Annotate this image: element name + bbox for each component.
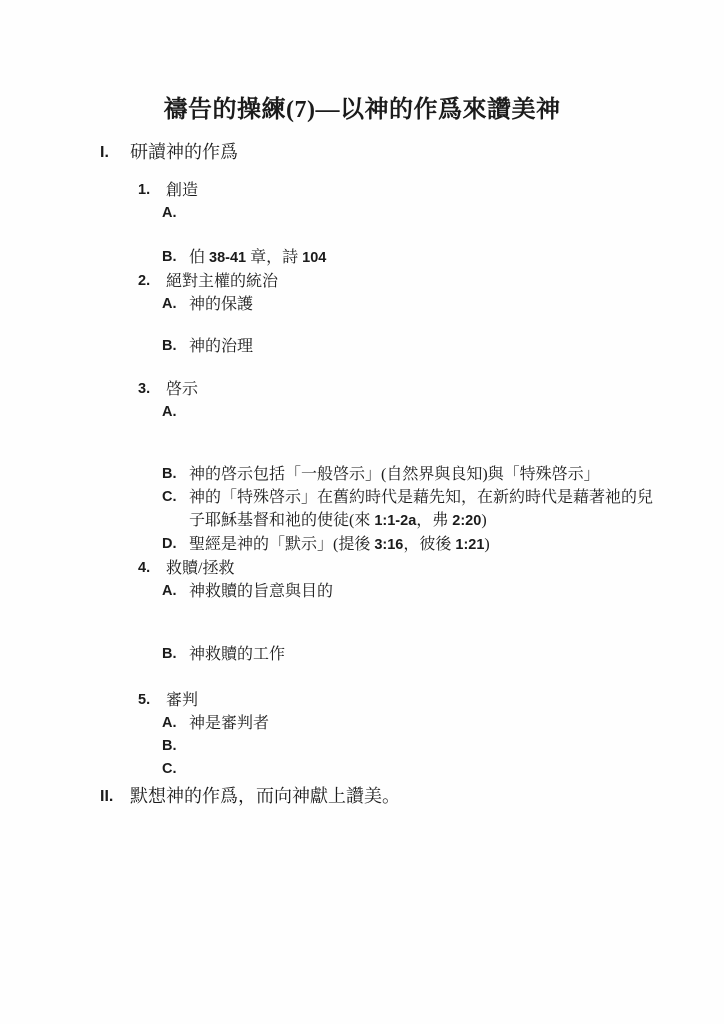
outline-subitem-2B bbox=[0, 335, 724, 358]
outline-subitem-3B bbox=[0, 463, 724, 486]
subitem-3C-text: 神的「特殊啓示」在舊約時代是藉先知，在新約時代是藉著祂的兒子耶穌基督和祂的使徒(來 1:1-2a，弗 2:20) bbox=[189, 489, 654, 529]
section-1-heading-row bbox=[0, 140, 724, 165]
outline-subitem-2A bbox=[0, 293, 724, 316]
outline-subitem-4B bbox=[0, 643, 724, 666]
subitem-3A-label: A. bbox=[162, 404, 177, 420]
outline-subitem-3C bbox=[0, 486, 724, 533]
subitem-4A-label: A. bbox=[162, 583, 177, 599]
document-title: 禱告的操練(7)—以神的作爲來讚美神 bbox=[163, 97, 561, 123]
item-1-text: 創造 bbox=[166, 182, 199, 199]
outline-subitem-5A bbox=[0, 712, 724, 735]
outline-item-3 bbox=[0, 378, 724, 401]
subitem-2B-label: B. bbox=[162, 338, 177, 354]
subitem-3D-text: 聖經是神的「默示」(提後 3:16，彼後 1:21) bbox=[189, 536, 490, 553]
subitem-4B-text: 神救贖的工作 bbox=[189, 646, 286, 663]
outline-subitem-4A bbox=[0, 580, 724, 603]
subitem-4A-text: 神救贖的旨意與目的 bbox=[189, 583, 334, 600]
subitem-1A-label: A. bbox=[162, 205, 177, 221]
item-3-number: 3. bbox=[138, 381, 151, 397]
section-2-label: II. bbox=[100, 788, 114, 805]
outline-subitem-1B bbox=[0, 246, 724, 270]
subitem-3D-label: D. bbox=[162, 536, 177, 552]
subitem-4B-label: B. bbox=[162, 646, 177, 662]
item-1-number: 1. bbox=[138, 182, 151, 198]
subitem-5A-label: A. bbox=[162, 715, 177, 731]
subitem-5C-label: C. bbox=[162, 761, 177, 777]
section-1-heading: 研讀神的作爲 bbox=[130, 142, 238, 162]
item-2-text: 絕對主權的統治 bbox=[166, 273, 279, 290]
subitem-5B-label: B. bbox=[162, 738, 177, 754]
item-4-text: 救贖/拯救 bbox=[166, 560, 235, 577]
subitem-1B-label: B. bbox=[162, 249, 177, 265]
item-5-text: 審判 bbox=[166, 692, 199, 709]
outline-item-1 bbox=[0, 179, 724, 202]
section-2-heading: 默想神的作爲，而向神獻上讚美。 bbox=[130, 786, 400, 806]
outline-subitem-5C bbox=[0, 758, 724, 781]
outline-subitem-1A bbox=[0, 202, 724, 225]
item-4-number: 4. bbox=[138, 560, 151, 576]
subitem-3B-label: B. bbox=[162, 466, 177, 482]
subitem-1B-text: 伯 38-41 章，詩 104 bbox=[189, 249, 327, 266]
outline-subitem-5B bbox=[0, 735, 724, 758]
subitem-5A-text: 神是審判者 bbox=[189, 715, 270, 732]
subitem-2A-label: A. bbox=[162, 296, 177, 312]
outline-subitem-3D bbox=[0, 533, 724, 557]
outline-item-2 bbox=[0, 270, 724, 293]
subitem-2B-text: 神的治理 bbox=[189, 338, 254, 355]
subitem-3B-text: 神的啓示包括「一般啓示」(自然界與良知)與「特殊啓示」 bbox=[189, 466, 600, 483]
subitem-2A-text: 神的保護 bbox=[189, 296, 254, 313]
outline-subitem-3A bbox=[0, 401, 724, 424]
item-5-number: 5. bbox=[138, 692, 151, 708]
item-2-number: 2. bbox=[138, 273, 151, 289]
outline-item-5 bbox=[0, 689, 724, 712]
outline-item-4 bbox=[0, 557, 724, 580]
section-1-label: I. bbox=[100, 144, 109, 161]
item-3-text: 啓示 bbox=[166, 381, 199, 398]
subitem-3C-label: C. bbox=[162, 489, 177, 505]
section-2-heading-row bbox=[0, 784, 724, 809]
